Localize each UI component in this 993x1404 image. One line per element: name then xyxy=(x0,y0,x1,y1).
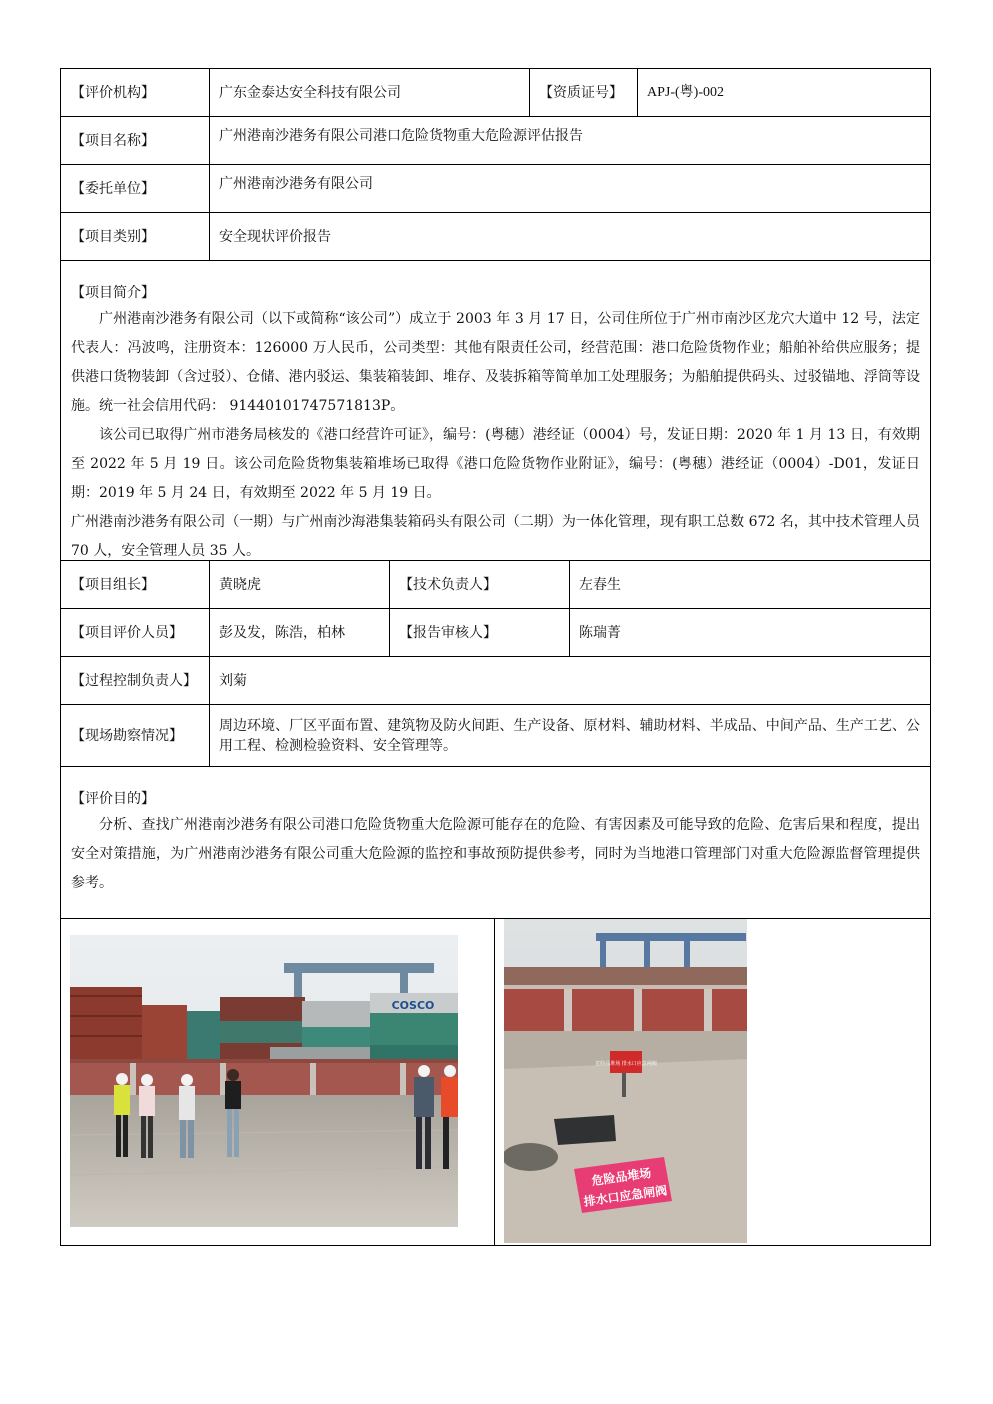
tech-lead-label: 【技术负责人】 xyxy=(399,576,497,593)
row-category xyxy=(60,212,931,260)
cert-value: APJ-(粤)-002 xyxy=(647,84,724,100)
intro-paragraph-2: 该公司已取得广州市港务局核发的《港口经营许可证》，编号：(粤穗）港经证（0004）号，发证日期：2020 年 1 月 13 日，有效期至 2022 年 5 月 19 日。该公司危险货物集装箱堆场已取得《港口危险货物作业附证》，编号：(粤穗）港经证（0004）-D01，发证日期：2019 年 5 月 24 日，有效期至 2022 年 5 月 19 日。 xyxy=(71,427,920,501)
drain-valve-illustration xyxy=(504,919,747,1243)
purpose-text: 分析、查找广州港南沙港务有限公司港口危险货物重大危险源可能存在的危险、有害因素及可能导致的危险、危害后果和程度，提出安全对策措施，为广州港南沙港务有限公司重大危险源的监控和事故预防提供参考，同时为当地港口管理部门对重大危险源监督管理提供参考。 xyxy=(71,817,920,891)
large-sign-line-2: 排水口应急闸阀 xyxy=(582,1183,669,1209)
row-evaluators xyxy=(60,608,931,656)
row-intro xyxy=(60,260,931,560)
client-label: 【委托单位】 xyxy=(71,180,155,197)
process-control-value: 刘菊 xyxy=(219,672,247,689)
reviewer-value: 陈瑞菁 xyxy=(579,624,621,641)
tech-lead-value: 左春生 xyxy=(579,576,621,593)
intro-paragraph-3: 广州港南沙港务有限公司（一期）与广州南沙海港集装箱码头有限公司（二期）为一体化管理，现有职工总数 672 名，其中技术管理人员 70 人，安全管理人员 35 人。 xyxy=(71,514,920,559)
org-label: 【评价机构】 xyxy=(71,84,155,101)
leader-value: 黄晓虎 xyxy=(219,576,261,593)
row-process-control xyxy=(60,656,931,704)
purpose-label: 【评价目的】 xyxy=(71,791,155,807)
category-value: 安全现状评价报告 xyxy=(219,228,331,245)
row-purpose xyxy=(60,766,931,918)
row-site-survey xyxy=(60,704,931,766)
small-sign-text: 危险品堆场 排水口应急闸阀 xyxy=(595,1061,657,1067)
row-org xyxy=(60,68,931,116)
intro-label: 【项目简介】 xyxy=(71,285,155,301)
cert-label: 【资质证号】 xyxy=(539,84,623,101)
site-survey-label: 【现场勘察情况】 xyxy=(71,727,183,744)
intro-paragraph-1: 广州港南沙港务有限公司（以下或简称“该公司”）成立于 2003 年 3 月 17 日，公司住所位于广州市南沙区龙穴大道中 12 号，法定代表人：冯波鸣，注册资本：126000 万人民币，公司类型：其他有限责任公司，经营范围：港口危险货物作业；船舶补给供应服务；提供港口货物装卸（含过驳）、仓储、港内驳运、集装箱装卸、堆存、及装拆箱等简单加工处理服务；为船舶提供码头、过驳锚地、浮筒等设施。统一社会信用代码： 91440101747571813P。 xyxy=(71,311,920,414)
project-name-value: 广州港南沙港务有限公司港口危险货物重大危险源评估报告 xyxy=(219,128,583,144)
category-label: 【项目类别】 xyxy=(71,228,155,245)
site-photo-container-yard xyxy=(70,935,458,1227)
row-leader xyxy=(60,560,931,608)
evaluators-value: 彭及发，陈浩，柏林 xyxy=(219,624,345,641)
org-value: 广东金泰达安全科技有限公司 xyxy=(219,84,401,101)
process-control-label: 【过程控制负责人】 xyxy=(71,672,197,689)
site-photo-drain-valve xyxy=(504,919,747,1243)
container-yard-illustration xyxy=(70,935,458,1227)
leader-label: 【项目组长】 xyxy=(71,576,155,593)
cosco-logo-text: COSCO xyxy=(391,999,435,1012)
client-value: 广州港南沙港务有限公司 xyxy=(219,176,373,192)
project-name-label: 【项目名称】 xyxy=(71,132,155,149)
row-project-name xyxy=(60,116,931,164)
site-survey-value: 周边环境、厂区平面布置、建筑物及防火间距、生产设备、原材料、辅助材料、半成品、中间产品、生产工艺、公用工程、检测检验资料、安全管理等。 xyxy=(219,717,920,754)
evaluators-label: 【项目评价人员】 xyxy=(71,624,183,641)
row-photos xyxy=(60,918,931,1246)
large-sign-line-1: 危险品堆场 xyxy=(590,1165,653,1189)
reviewer-label: 【报告审核人】 xyxy=(399,624,497,641)
row-client xyxy=(60,164,931,212)
